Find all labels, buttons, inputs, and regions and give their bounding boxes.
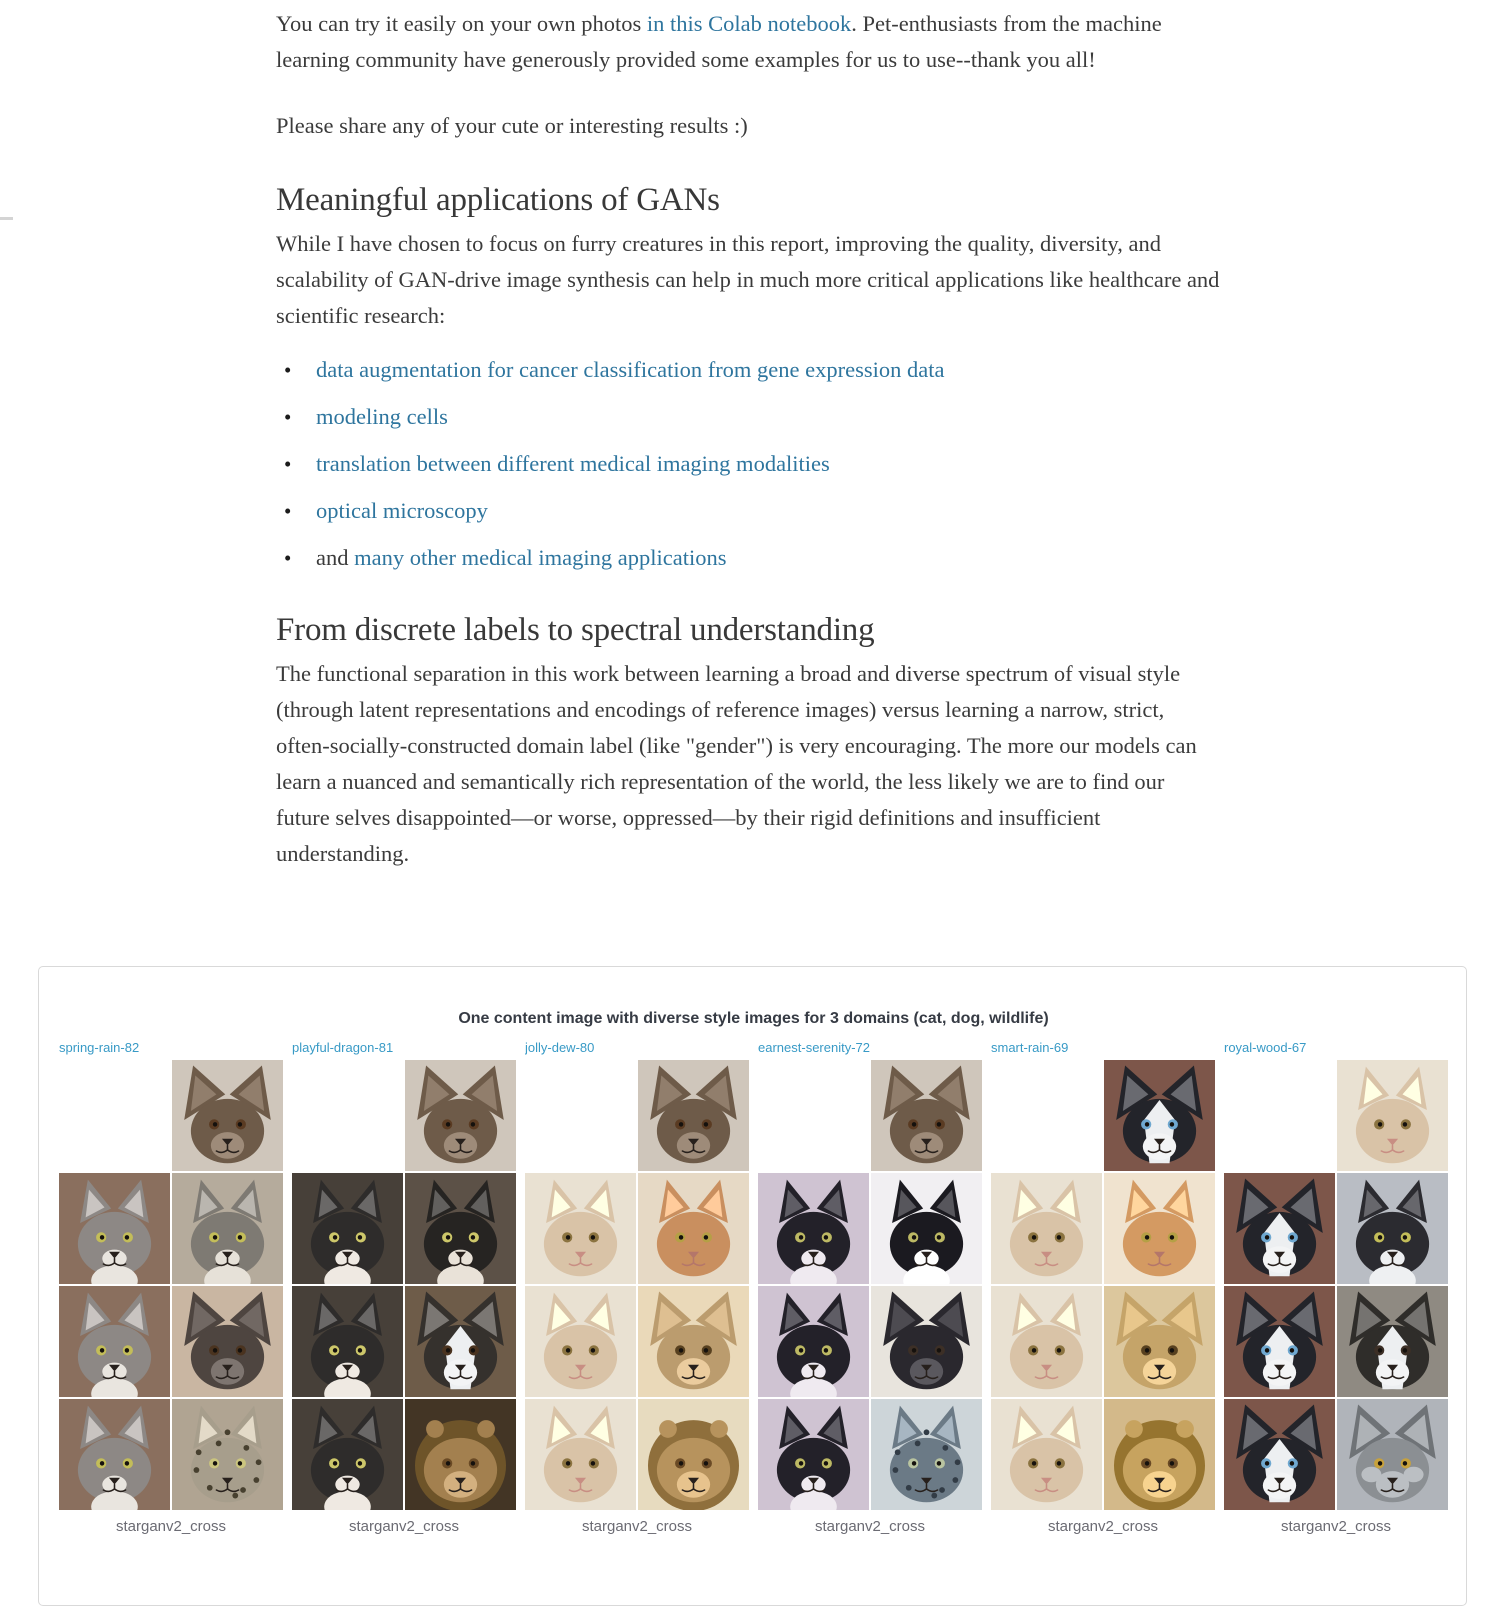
- output-image[interactable]: [871, 1399, 982, 1510]
- blank-cell: [991, 1060, 1102, 1171]
- run-name-link[interactable]: earnest-serenity-72: [758, 1040, 870, 1055]
- output-image[interactable]: [405, 1173, 516, 1284]
- style-image[interactable]: [59, 1399, 170, 1510]
- style-image[interactable]: [991, 1173, 1102, 1284]
- output-image[interactable]: [1337, 1399, 1448, 1510]
- style-image[interactable]: [758, 1286, 869, 1397]
- style-image[interactable]: [1224, 1173, 1335, 1284]
- heading-meaningful-applications: Meaningful applications of GANs: [276, 182, 720, 218]
- run-name-link[interactable]: spring-rain-82: [59, 1040, 140, 1055]
- blank-cell: [292, 1060, 403, 1171]
- applications-list: [276, 352, 1220, 576]
- style-image[interactable]: [991, 1399, 1102, 1510]
- output-image[interactable]: [1104, 1173, 1215, 1284]
- grid-caption: starganv2_cross: [814, 1518, 926, 1535]
- output-image[interactable]: [1104, 1399, 1215, 1510]
- style-image[interactable]: [1224, 1286, 1335, 1397]
- style-image[interactable]: [758, 1173, 869, 1284]
- report-article: [276, 0, 1220, 872]
- output-image[interactable]: [638, 1399, 749, 1510]
- content-image[interactable]: [871, 1060, 982, 1171]
- application-link[interactable]: many other medical imaging applications: [354, 545, 727, 570]
- grid-caption: starganv2_cross: [1047, 1518, 1159, 1535]
- content-image[interactable]: [405, 1060, 516, 1171]
- image-grid: [59, 1060, 283, 1510]
- style-image[interactable]: [525, 1173, 636, 1284]
- run-name-link[interactable]: smart-rain-69: [991, 1040, 1069, 1055]
- run-column: [292, 1039, 516, 1536]
- content-image[interactable]: [1337, 1060, 1448, 1171]
- output-image[interactable]: [638, 1173, 749, 1284]
- output-image[interactable]: [638, 1286, 749, 1397]
- style-image[interactable]: [59, 1173, 170, 1284]
- style-image[interactable]: [59, 1286, 170, 1397]
- grid-caption: starganv2_cross: [115, 1518, 227, 1535]
- style-image[interactable]: [525, 1286, 636, 1397]
- application-link[interactable]: data augmentation for cancer classification from gene expression data: [316, 357, 945, 382]
- output-image[interactable]: [1337, 1173, 1448, 1284]
- style-image[interactable]: [292, 1286, 403, 1397]
- output-image[interactable]: [871, 1286, 982, 1397]
- application-item: [276, 540, 1220, 576]
- application-link[interactable]: modeling cells: [316, 404, 448, 429]
- paragraph-share: Please share any of your cute or interesting results :): [276, 113, 748, 138]
- paragraph-spectral: The functional separation in this work between learning a broad and diverse spectrum of visual style (through latent representations and encodings of reference images) versus learning a narrow, strict, often-socially-constructed domain label (like "gender") is very encouraging. The more our models can learn a nuanced and semantically rich representation of the world, the less likely we are to find our future selves disappointed—or worse, oppressed—by their rigid definitions and insufficient understanding.: [276, 661, 1197, 866]
- run-column: [758, 1039, 982, 1536]
- blank-cell: [758, 1060, 869, 1171]
- output-image[interactable]: [1337, 1286, 1448, 1397]
- left-edge-dash: [0, 217, 13, 220]
- output-image[interactable]: [405, 1286, 516, 1397]
- image-grid: [758, 1060, 982, 1510]
- run-name-link[interactable]: royal-wood-67: [1224, 1040, 1307, 1055]
- output-image[interactable]: [172, 1286, 283, 1397]
- run-column: [1224, 1039, 1448, 1536]
- colab-notebook-link[interactable]: in this Colab notebook: [646, 11, 852, 36]
- content-image[interactable]: [172, 1060, 283, 1171]
- output-image[interactable]: [405, 1399, 516, 1510]
- run-column: [525, 1039, 749, 1536]
- paragraph-text-pre: You can try it easily on your own photos: [276, 11, 647, 36]
- heading-spectral-understanding: From discrete labels to spectral understanding: [276, 612, 875, 648]
- application-item: [276, 446, 1220, 482]
- media-panel: [38, 966, 1467, 1606]
- content-image[interactable]: [638, 1060, 749, 1171]
- image-grid: [525, 1060, 749, 1510]
- image-grid: [991, 1060, 1215, 1510]
- blank-cell: [1224, 1060, 1335, 1171]
- run-column: [59, 1039, 283, 1536]
- application-item: [276, 399, 1220, 435]
- style-image[interactable]: [525, 1399, 636, 1510]
- panel-columns: [59, 1039, 1448, 1536]
- output-image[interactable]: [172, 1173, 283, 1284]
- run-name-link[interactable]: playful-dragon-81: [292, 1040, 394, 1055]
- paragraph-colab: [276, 6, 1220, 78]
- output-image[interactable]: [871, 1173, 982, 1284]
- output-image[interactable]: [1104, 1286, 1215, 1397]
- style-image[interactable]: [758, 1399, 869, 1510]
- application-item: [276, 493, 1220, 529]
- paragraph-text-post: . Pet-enthusiasts from the machine learning community have generously provided some examples for us to use--thank you all!: [276, 11, 1162, 72]
- application-link[interactable]: optical microscopy: [316, 498, 488, 523]
- paragraph-applications-intro: While I have chosen to focus on furry creatures in this report, improving the quality, diversity, and scalability of GAN-drive image synthesis can help in much more critical applications like healthcare and scientific research:: [276, 231, 1220, 328]
- application-item: [276, 352, 1220, 388]
- style-image[interactable]: [1224, 1399, 1335, 1510]
- grid-caption: starganv2_cross: [1280, 1518, 1392, 1535]
- application-link[interactable]: translation between different medical imaging modalities: [316, 451, 830, 476]
- style-image[interactable]: [991, 1286, 1102, 1397]
- image-grid: [292, 1060, 516, 1510]
- grid-caption: starganv2_cross: [348, 1518, 460, 1535]
- output-image[interactable]: [172, 1399, 283, 1510]
- blank-cell: [525, 1060, 636, 1171]
- panel-title: One content image with diverse style images for 3 domains (cat, dog, wildlife): [458, 1010, 1049, 1027]
- grid-caption: starganv2_cross: [581, 1518, 693, 1535]
- run-name-link[interactable]: jolly-dew-80: [525, 1040, 595, 1055]
- run-column: [991, 1039, 1215, 1536]
- content-image[interactable]: [1104, 1060, 1215, 1171]
- image-grid: [1224, 1060, 1448, 1510]
- application-prefix: and: [316, 545, 355, 570]
- style-image[interactable]: [292, 1173, 403, 1284]
- blank-cell: [59, 1060, 170, 1171]
- style-image[interactable]: [292, 1399, 403, 1510]
